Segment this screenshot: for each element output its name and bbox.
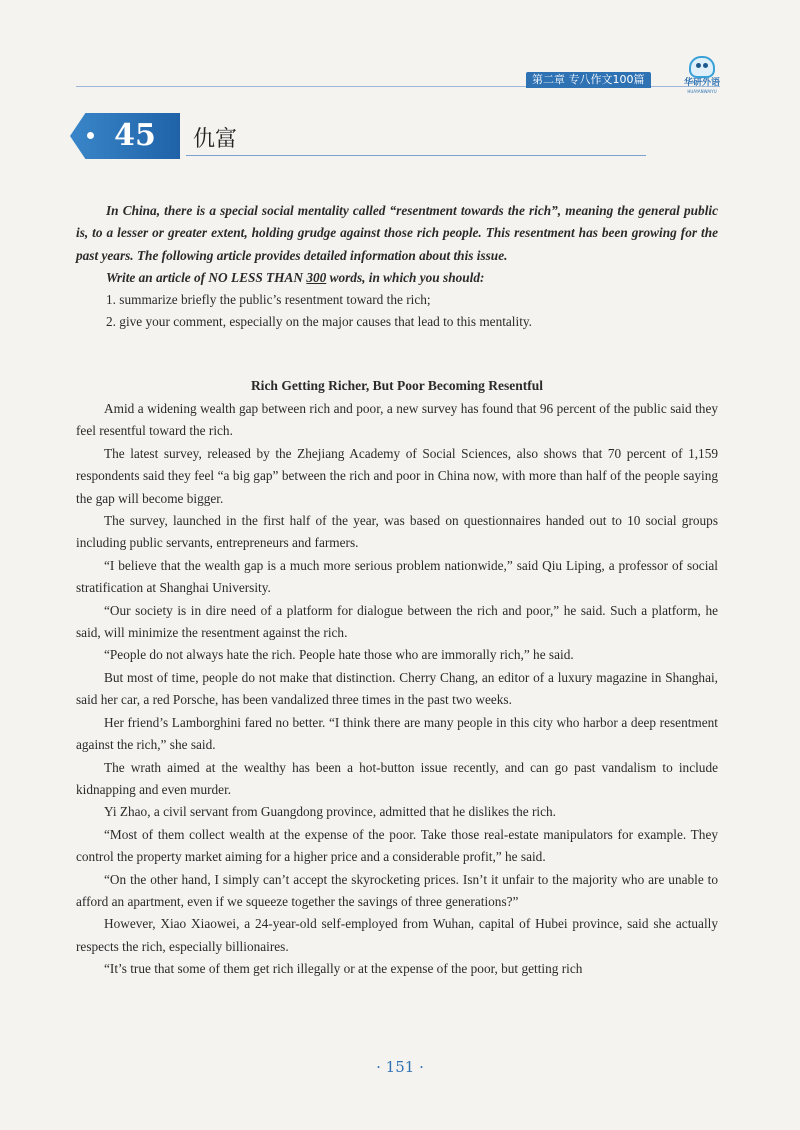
- article-paragraph: “Most of them collect wealth at the expense of the poor. Take those real-estate manipulators for example. They control the property market aiming for a higher price and a considerable profit,” he said.: [76, 826, 718, 865]
- article-paragraph: “It’s true that some of them get rich illegally or at the expense of the poor, but getting rich: [104, 961, 583, 977]
- essay-number: 45: [114, 118, 156, 153]
- brand-name: 华研外语: [683, 78, 720, 88]
- article-paragraph: “People do not always hate the rich. People hate those who are immorally rich,” he said.: [104, 647, 574, 663]
- prompt-item: 1. summarize briefly the public’s resentment toward the rich;: [106, 292, 431, 308]
- essay-title: 仇富: [193, 127, 238, 152]
- prompt-instruction: [76, 267, 718, 289]
- brand-logo: [680, 56, 724, 92]
- article-body: [76, 398, 718, 981]
- article-paragraph: The survey, launched in the first half of the year, was based on questionnaires handed out to 10 social groups including public servants, entrepreneurs and farmers.: [76, 513, 718, 551]
- article-paragraph: “Our society is in dire need of a platform for dialogue between the rich and poor,” he said. Such a platform, he said, will minimize the resentment against the rich.: [76, 602, 718, 641]
- title-rule: [186, 155, 646, 156]
- brand-subtitle: HUAYANWAIYU: [687, 89, 717, 94]
- article-paragraph: Her friend’s Lamborghini fared no better. “I think there are many people in this city who harbor a deep resentment against the rich,” she said.: [76, 714, 718, 753]
- article-paragraph: Yi Zhao, a civil servant from Guangdong province, admitted that he dislikes the rich.: [104, 804, 556, 820]
- chapter-tag: 第二章 专八作文100篇: [526, 72, 651, 88]
- article-paragraph: “On the other hand, I simply can’t accept the skyrocketing prices. Isn’t it unfair to the majority who are unable to afford an apartment, even if we squeeze together the savings of three generations?”: [76, 871, 718, 909]
- word-count: 300: [306, 269, 327, 285]
- frog-mascot-icon: [689, 56, 715, 78]
- page-number: · 151 ·: [376, 1058, 424, 1076]
- article-paragraph: The latest survey, released by the Zhejiang Academy of Social Sciences, also shows that 70 percent of 1,159 respondents said they feel “a big gap” between the rich and poor in China now, with more than half of the people saying the gap will become bigger.: [76, 445, 718, 506]
- instruction-before: Write an article of NO LESS THAN: [106, 269, 307, 285]
- article-paragraph: However, Xiao Xiaowei, a 24-year-old self-employed from Wuhan, capital of Hubei province, said she actually respects the rich, especially billionaires.: [76, 916, 718, 954]
- article-paragraph: “I believe that the wealth gap is a much more serious problem nationwide,” said Qiu Liping, a professor of social stratification at Shanghai University.: [76, 557, 718, 596]
- badge-dot-icon: [87, 132, 94, 139]
- article-paragraph: The wrath aimed at the wealthy has been a hot-button issue recently, and can go past vandalism to include kidnapping and even murder.: [76, 759, 718, 797]
- article-paragraph: But most of time, people do not make that distinction. Cherry Chang, an editor of a luxury magazine in Shanghai, said her car, a red Porsche, has been vandalized three times in the past two weeks.: [76, 669, 718, 708]
- instruction-after: words, in which you should:: [326, 269, 485, 285]
- article-paragraph: Amid a widening wealth gap between rich and poor, a new survey has found that 96 percent of the public said they feel resentful toward the rich.: [76, 401, 718, 439]
- prompt-intro: In China, there is a special social mentality called “resentment towards the rich”, meaning the general public is, to a lesser or greater extent, holding grudge against those rich people. This resentment has been growing for the past years. The following article provides detailed information about this issue.: [76, 203, 718, 263]
- prompt-item: 2. give your comment, especially on the major causes that lead to this mentality.: [106, 314, 533, 330]
- article-title: Rich Getting Richer, But Poor Becoming Resentful: [250, 378, 544, 393]
- writing-prompt: [76, 200, 718, 334]
